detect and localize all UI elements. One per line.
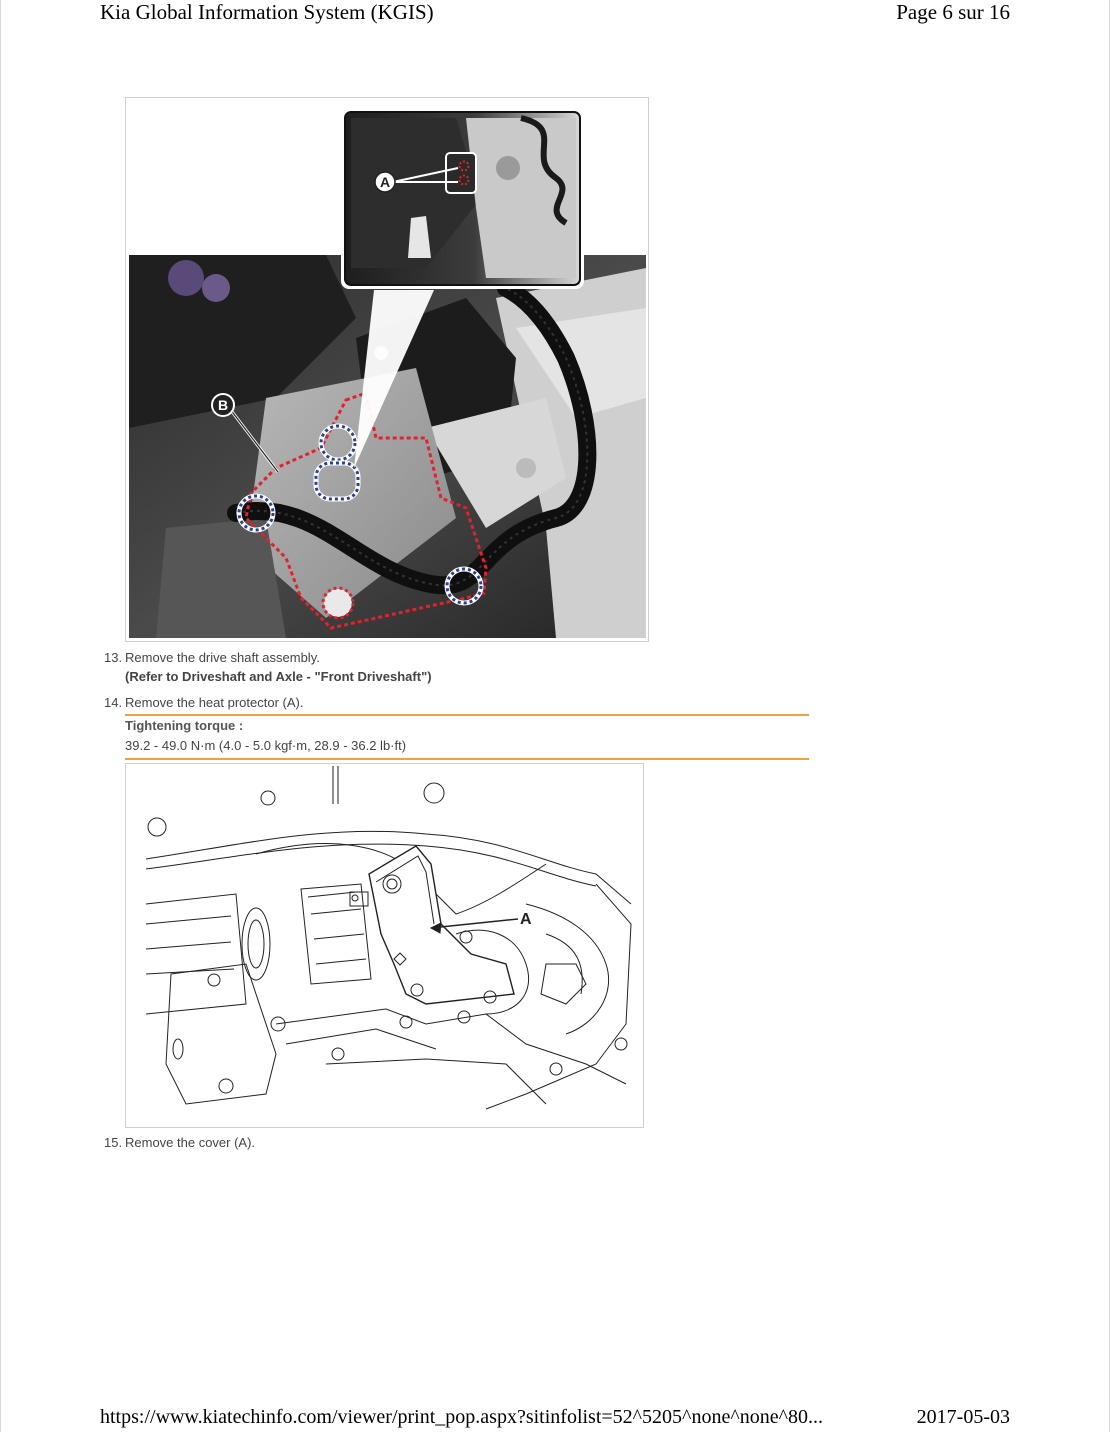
header-page-number: Page 6 sur 16 <box>896 0 1010 24</box>
step-15-number: 15. <box>104 1135 123 1150</box>
step-15-text: Remove the cover (A). <box>125 1135 256 1150</box>
step-14-text: Remove the heat protector (A). <box>125 695 304 710</box>
step-13-reference: (Refer to Driveshaft and Axle - "Front Driveshaft") <box>125 669 432 684</box>
page-border-left <box>0 0 1 1432</box>
callout-b-label: B <box>217 397 229 413</box>
step-14 <box>104 695 303 710</box>
footer-url: https://www.kiatechinfo.com/viewer/print_pop.aspx?sitinfolist=52^5205^none^none^80... <box>100 1406 823 1428</box>
step-14-number: 14. <box>104 695 123 710</box>
footer-date: 2017-05-03 <box>916 1406 1010 1428</box>
heat-protector-drawing-figure <box>125 763 644 1128</box>
torque-value: 39.2 - 49.0 N·m (4.0 - 5.0 kgf·m, 28.9 - 36.2 lb·ft) <box>125 738 407 753</box>
step-13-text: Remove the drive shaft assembly. <box>125 650 320 665</box>
step-13 <box>104 650 320 665</box>
engine-photo <box>126 98 648 641</box>
torque-title: Tightening torque : <box>125 718 244 733</box>
step-13-number: 13. <box>104 650 123 665</box>
tightening-torque-box <box>125 714 809 760</box>
engine-photo-figure <box>125 97 649 642</box>
callout-a-label-drawing: A <box>520 911 532 928</box>
heat-protector-drawing <box>126 764 643 1127</box>
callout-a-label-inset: A <box>379 174 391 190</box>
header-title: Kia Global Information System (KGIS) <box>100 0 434 24</box>
step-15 <box>104 1135 255 1150</box>
